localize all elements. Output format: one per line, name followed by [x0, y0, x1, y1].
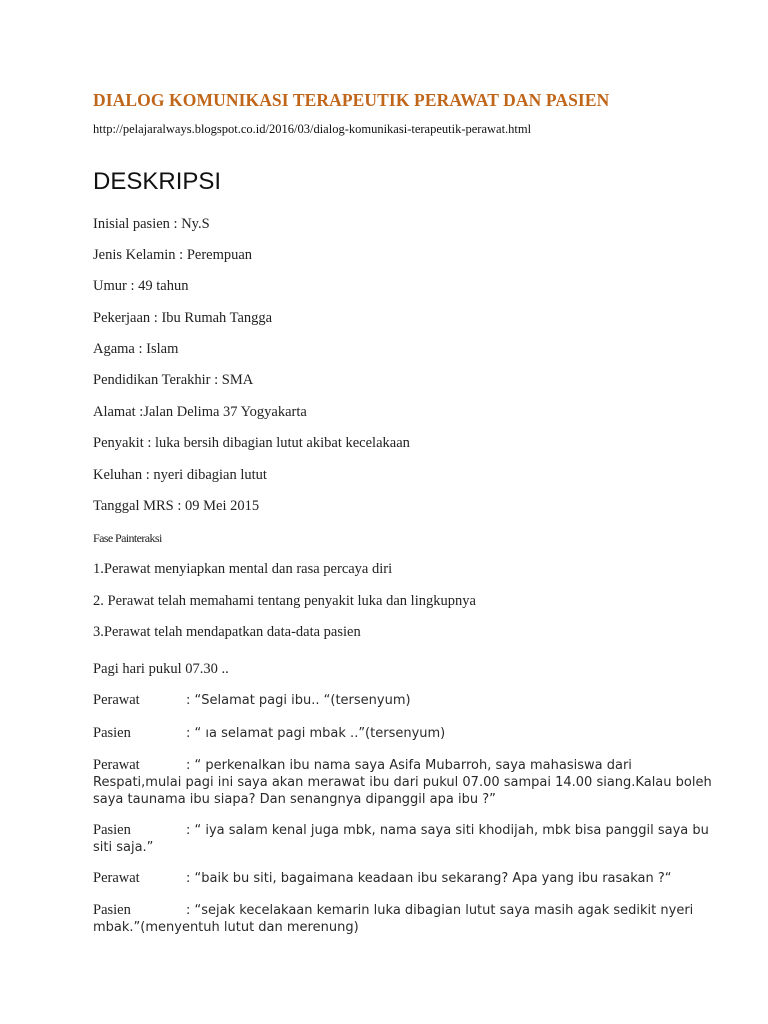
time-line: Pagi hari pukul 07.30 ..: [93, 661, 229, 677]
dialogue-speaker: Pasien: [93, 725, 131, 741]
phase-item: 2. Perawat telah memahami tentang penyakit luka dan lingkupnya: [93, 593, 476, 609]
dialogue-speaker: Pasien: [93, 822, 131, 838]
dialogue-entry: [93, 902, 713, 936]
dialogue-text: : “Selamat pagi ibu.. “(tersenyum): [186, 693, 411, 708]
phase-label: Fase Painteraksi: [93, 531, 162, 545]
dialogue-entry: [93, 692, 713, 709]
dialogue-entry: [93, 725, 713, 742]
description-line: Agama : Islam: [93, 341, 179, 357]
description-line: Inisial pasien : Ny.S: [93, 216, 210, 232]
document-title: DIALOG KOMUNIKASI TERAPEUTIK PERAWAT DAN PASIEN: [93, 90, 610, 110]
description-line: Umur : 49 tahun: [93, 278, 189, 294]
description-line: Jenis Kelamin : Perempuan: [93, 247, 253, 263]
dialogue-text: : “ ıa selamat pagi mbak ..”(tersenyum): [186, 726, 446, 741]
description-line: Pendidikan Terakhir : SMA: [93, 372, 254, 388]
description-line: Pekerjaan : Ibu Rumah Tangga: [93, 310, 273, 326]
dialogue-text: : “ perkenalkan ibu nama saya Asifa Mubarroh, saya mahasiswa dari Respati,mulai pagi ini saya akan merawat ibu dari pukul 07.00 sampai 14.00 siang.Kalau boleh saya taunama ibu siapa? Dan senangnya dipanggil apa ibu ?”: [93, 758, 712, 807]
phase-item: 3.Perawat telah mendapatkan data-data pasien: [93, 624, 361, 640]
source-url: http://pelajaralways.blogspot.co.id/2016/03/dialog-komunikasi-terapeutik-perawat.html: [93, 122, 532, 136]
dialogue-speaker: Perawat: [93, 870, 140, 886]
description-line: Tanggal MRS : 09 Mei 2015: [93, 498, 260, 514]
dialogue-text: : “sejak kecelakaan kemarin luka dibagian lutut saya masih agak sedikit nyeri mbak.”(menyentuh lutut dan merenung): [93, 903, 694, 935]
dialogue-entry: [93, 822, 713, 856]
dialogue-speaker: Perawat: [93, 757, 140, 773]
dialogue-entry: [93, 757, 713, 808]
dialogue-speaker: Perawat: [93, 692, 140, 708]
dialogue-entry: [93, 870, 713, 887]
dialogue-speaker: Pasien: [93, 902, 131, 918]
phase-item: 1.Perawat menyiapkan mental dan rasa percaya diri: [93, 561, 393, 577]
dialogue-text: : “ iya salam kenal juga mbk, nama saya siti khodijah, mbk bisa panggil saya bu siti saja.”: [93, 823, 709, 855]
description-line: Keluhan : nyeri dibagian lutut: [93, 467, 267, 483]
description-line: Penyakit : luka bersih dibagian lutut akibat kecelakaan: [93, 435, 410, 451]
dialogue-text: : “baik bu siti, bagaimana keadaan ibu sekarang? Apa yang ibu rasakan ?“: [186, 871, 672, 886]
description-line: Alamat :Jalan Delima 37 Yogyakarta: [93, 404, 307, 420]
section-heading: DESKRIPSI: [93, 168, 222, 195]
